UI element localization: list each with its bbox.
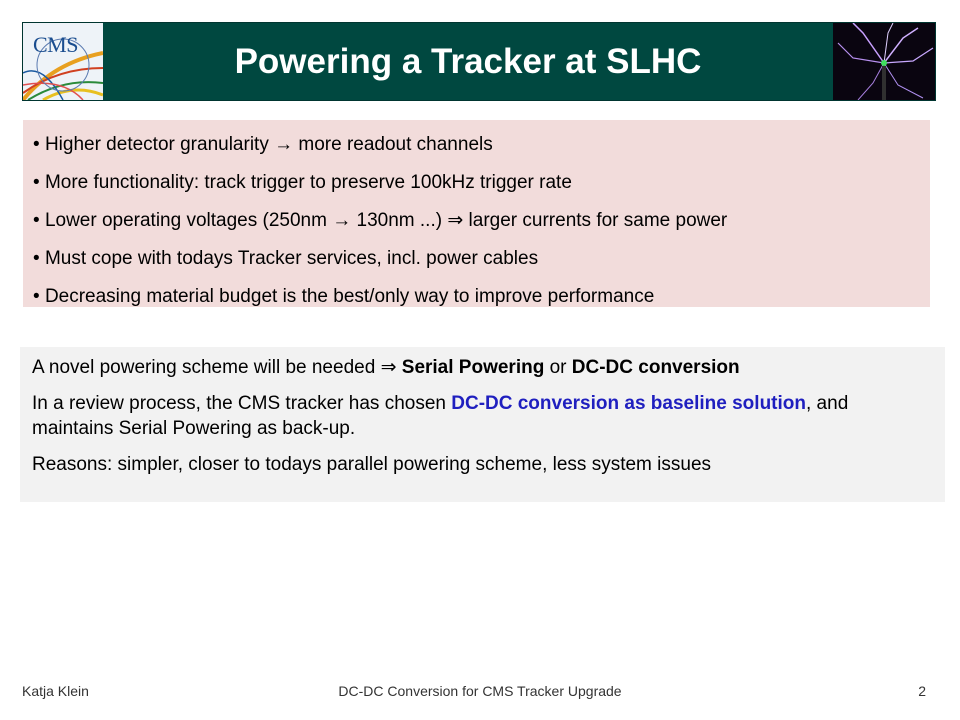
page-number: 2 — [918, 683, 926, 699]
right-arrow-icon: → — [332, 210, 352, 231]
paragraph-review-process: In a review process, the CMS tracker has chosen DC-DC conversion as baseline solution, and maintains Serial Powering as back-up. — [32, 393, 849, 439]
tesla-coil-photo — [833, 23, 935, 100]
paragraph-novel-scheme: A novel powering scheme will be needed ⇒ Serial Powering or DC-DC conversion — [32, 357, 740, 378]
slide-header — [22, 22, 936, 101]
implies-arrow-icon: ⇒ — [447, 210, 464, 231]
footer-title: DC-DC Conversion for CMS Tracker Upgrade — [338, 683, 622, 699]
slide-title: Powering a Tracker at SLHC — [234, 41, 702, 81]
right-arrow-icon: → — [274, 134, 294, 155]
paragraph-reasons: Reasons: simpler, closer to todays parallel powering scheme, less system issues — [32, 454, 712, 475]
footer-author: Katja Klein — [22, 683, 89, 699]
cms-logo — [23, 23, 103, 100]
bullet-services: • Must cope with todays Tracker services, incl. power cables — [33, 248, 539, 269]
key-points-box — [23, 120, 930, 307]
implies-arrow-icon: ⇒ — [380, 357, 397, 378]
bullet-voltages: • Lower operating voltages (250nm → 130nm ...) ⇒ larger currents for same power — [33, 210, 728, 231]
bullet-granularity: • Higher detector granularity → more readout channels — [33, 134, 493, 155]
powering-scheme-box — [20, 347, 945, 502]
bullet-functionality: • More functionality: track trigger to preserve 100kHz trigger rate — [33, 172, 572, 193]
cms-logo-text: CMS — [33, 32, 78, 57]
bullet-material-budget: • Decreasing material budget is the best/only way to improve performance — [33, 286, 655, 307]
